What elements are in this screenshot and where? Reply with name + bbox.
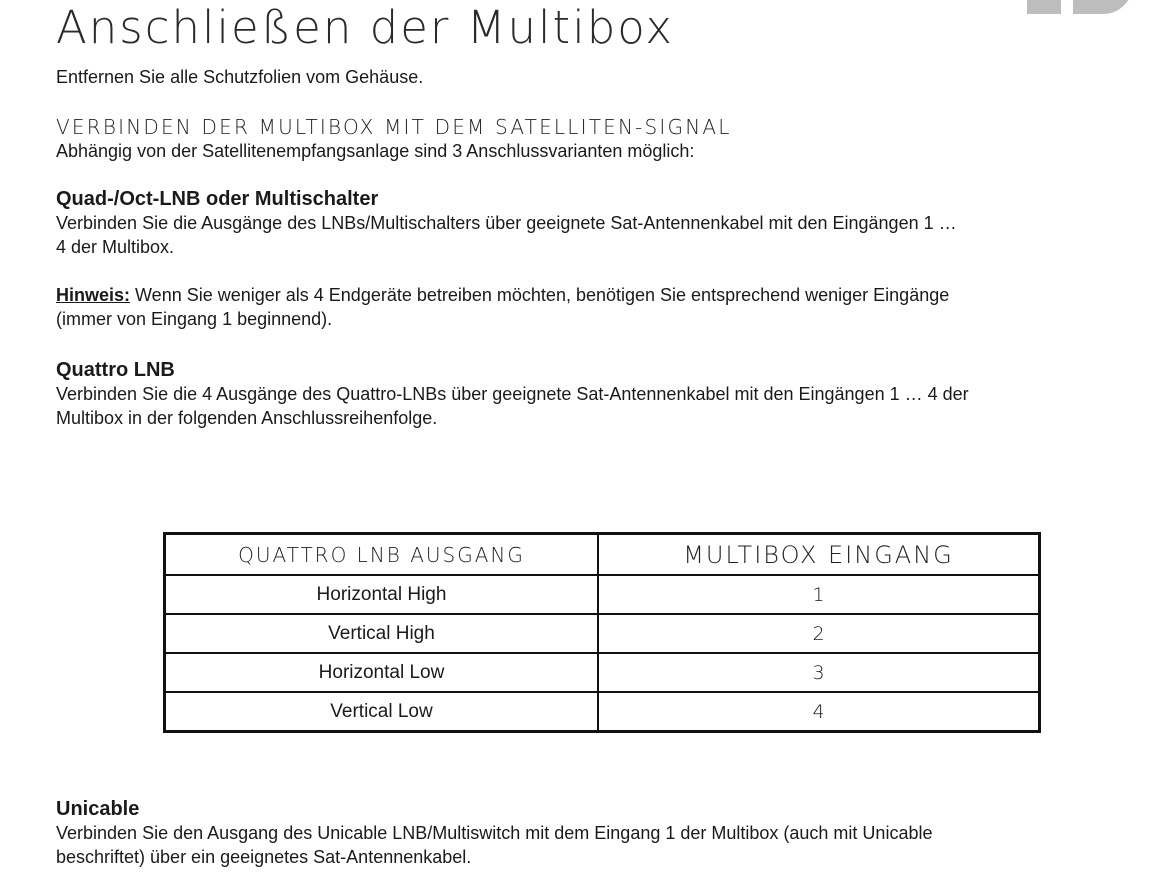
multibox-input-cell: 2: [598, 614, 1040, 653]
page-tab-marker: [1027, 0, 1137, 14]
intro-block: [56, 65, 1151, 89]
quattro-heading: Quattro LNB: [56, 359, 175, 381]
page-title: Anschließen der Multibox: [56, 1, 675, 54]
port-mapping-table: [163, 532, 1041, 733]
table-row: [165, 575, 1040, 614]
quad-text-line1: Verbinden Sie die Ausgänge des LNBs/Multischalters über geeignete Sat-Antennenkabel mit den Eingängen 1 …: [56, 213, 957, 233]
table-row: [165, 692, 1040, 732]
multibox-input-cell: 4: [598, 692, 1040, 732]
hint-paragraph: [56, 283, 1151, 307]
section-lead: Abhängig von der Satellitenempfangsanlage sind 3 Anschlussvarianten möglich:: [56, 141, 695, 161]
table-row: [165, 614, 1040, 653]
table-header-row: [165, 534, 1040, 576]
unicable-text-line2: beschriftet) über ein geeignetes Sat-Antennenkabel.: [56, 847, 472, 867]
table-row: [165, 653, 1040, 692]
multibox-input-cell: 3: [598, 653, 1040, 692]
signal-section: [56, 115, 1151, 163]
lnb-output-cell: Vertical High: [165, 614, 599, 653]
lnb-output-cell: Vertical Low: [165, 692, 599, 732]
hint-label: Hinweis:: [56, 285, 131, 305]
unicable-heading: Unicable: [56, 798, 140, 820]
quad-section: [56, 187, 1151, 331]
header-lnb-output: QUATTRO LNB AUSGANG: [165, 534, 599, 576]
lnb-output-cell: Horizontal High: [165, 575, 599, 614]
header-multibox-input: MULTIBOX EINGANG: [598, 534, 1040, 576]
hint-text-line2: (immer von Eingang 1 beginnend).: [56, 309, 333, 329]
quad-heading: Quad-/Oct-LNB oder Multischalter: [56, 188, 379, 210]
multibox-input-cell: 1: [598, 575, 1040, 614]
quattro-text-line1: Verbinden Sie die 4 Ausgänge des Quattro-LNBs über geeignete Sat-Antennenkabel mit den Eingängen 1 … 4 der: [56, 384, 969, 404]
quad-text-line2: 4 der Multibox.: [56, 237, 175, 257]
section-heading: VERBINDEN DER MULTIBOX MIT DEM SATELLITEN-SIGNAL: [56, 115, 732, 139]
intro-text: Entfernen Sie alle Schutzfolien vom Gehäuse.: [56, 67, 424, 87]
quattro-text-line2: Multibox in der folgenden Anschlussreihenfolge.: [56, 408, 438, 428]
quattro-section: [56, 358, 1151, 430]
unicable-text-line1: Verbinden Sie den Ausgang des Unicable LNB/Multiswitch mit dem Eingang 1 der Multibox (auch mit Unicable: [56, 823, 933, 843]
lnb-output-cell: Horizontal Low: [165, 653, 599, 692]
unicable-section: [56, 797, 1151, 869]
hint-text-line1: Wenn Sie weniger als 4 Endgeräte betreiben möchten, benötigen Sie entsprechend weniger Eingänge: [130, 285, 950, 305]
